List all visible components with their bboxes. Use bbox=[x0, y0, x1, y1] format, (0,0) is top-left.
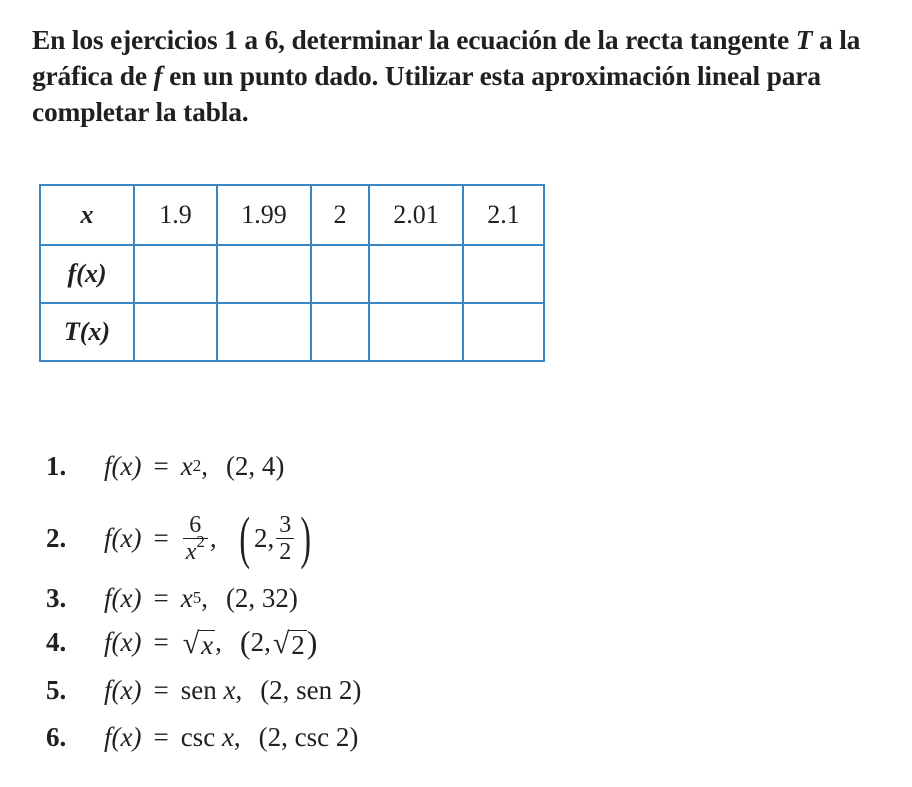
table-header-x: x bbox=[40, 185, 134, 245]
table-cell-empty bbox=[134, 245, 217, 303]
exercise-4: 4. f(x) = √ x , ( 2, √ 2 ) bbox=[46, 623, 318, 660]
radical-sign-icon: √ bbox=[182, 626, 200, 660]
fraction-denominator: 2 bbox=[276, 538, 294, 565]
equals-sign: = bbox=[153, 450, 169, 481]
table-x-value: 2.01 bbox=[369, 185, 463, 245]
table-x-value: 1.99 bbox=[217, 185, 311, 245]
exercise-number: 5. bbox=[46, 674, 67, 705]
instructions-paragraph bbox=[32, 22, 862, 130]
trig-function: sen bbox=[180, 674, 217, 705]
table-row-fx bbox=[40, 245, 544, 303]
trig-argument: x bbox=[223, 674, 236, 705]
radical-sign-icon: √ bbox=[272, 626, 290, 660]
instructions-text-3: en un punto dado. Utilizar esta aproximación lineal para completar la tabla. bbox=[32, 60, 821, 127]
equals-sign: = bbox=[153, 626, 169, 657]
function-lhs: f(x) bbox=[104, 450, 142, 481]
instructions-symbol-f: f bbox=[153, 60, 163, 91]
instructions-symbol-T: T bbox=[795, 24, 813, 55]
right-paren: ) bbox=[300, 505, 312, 570]
equals-sign: = bbox=[153, 522, 169, 553]
fraction-numerator: 3 bbox=[279, 511, 292, 538]
fraction-numerator: 6 bbox=[189, 511, 202, 538]
fraction bbox=[183, 512, 208, 565]
instructions-text-1: En los ejercicios 1 a 6, determinar la ecuación de la recta tangente bbox=[32, 24, 790, 55]
table-cell-empty bbox=[311, 303, 369, 361]
function-lhs: f(x) bbox=[104, 721, 142, 752]
tangent-point: (2, 32) bbox=[225, 582, 298, 613]
approximation-table bbox=[39, 184, 545, 362]
radicand: 2 bbox=[291, 629, 305, 660]
function-lhs: f(x) bbox=[104, 522, 142, 553]
table-header-row bbox=[40, 185, 544, 245]
table-x-value: 2 bbox=[311, 185, 369, 245]
exercise-number: 4. bbox=[46, 626, 67, 657]
table-cell-empty bbox=[217, 245, 311, 303]
function-lhs: f(x) bbox=[104, 626, 142, 657]
table-x-value: 1.9 bbox=[134, 185, 217, 245]
table-x-value: 2.1 bbox=[463, 185, 544, 245]
table-cell-empty bbox=[463, 303, 544, 361]
tangent-point: (2, sen 2) bbox=[260, 674, 362, 705]
exercise-number: 3. bbox=[46, 582, 67, 613]
function-lhs: f(x) bbox=[104, 674, 142, 705]
function-lhs: f(x) bbox=[104, 582, 142, 613]
table-row-label-fx: f(x) bbox=[40, 245, 134, 303]
right-paren: ) bbox=[306, 623, 318, 660]
exercise-6: 6. f(x) = csc x , (2, csc 2) bbox=[46, 721, 359, 752]
exercise-number: 6. bbox=[46, 721, 67, 752]
equals-sign: = bbox=[153, 721, 169, 752]
table-cell-empty bbox=[369, 245, 463, 303]
tangent-point: (2, csc 2) bbox=[258, 721, 359, 752]
equals-sign: = bbox=[153, 674, 169, 705]
table-row-label-tx: T(x) bbox=[40, 303, 134, 361]
table-cell-empty bbox=[217, 303, 311, 361]
left-paren: ( bbox=[238, 505, 250, 570]
exercise-5: 5. f(x) = sen x , (2, sen 2) bbox=[46, 674, 362, 705]
power-base: x bbox=[180, 450, 193, 481]
exercise-3: 3. f(x) = x 5 , (2, 32) bbox=[46, 582, 298, 613]
left-paren: ( bbox=[239, 623, 251, 660]
table-cell-empty bbox=[463, 245, 544, 303]
point-x: 2, bbox=[250, 626, 271, 657]
trig-function: csc bbox=[180, 721, 216, 752]
table-row-tx bbox=[40, 303, 544, 361]
point-fraction bbox=[276, 512, 294, 565]
power-base: x bbox=[180, 582, 193, 613]
table-cell-empty bbox=[134, 303, 217, 361]
trig-argument: x bbox=[221, 721, 234, 752]
instructions-text-2: a la gráfica de bbox=[32, 24, 861, 91]
table-cell-empty bbox=[369, 303, 463, 361]
radicand: x bbox=[201, 629, 214, 660]
exercise-number: 1. bbox=[46, 450, 67, 481]
exercise-number: 2. bbox=[46, 522, 67, 553]
exercise-1: 1. f(x) = x 2 , (2, 4) bbox=[46, 450, 285, 481]
point-x: 2, bbox=[253, 522, 275, 553]
tangent-point: (2, 4) bbox=[225, 450, 285, 481]
square-root bbox=[273, 626, 307, 659]
equals-sign: = bbox=[153, 582, 169, 613]
exercise-2: 2. f(x) = $\frac{6}{x^2}$ , ( 2, $\frac{3}{2}$ ) bbox=[46, 505, 312, 570]
fraction-denominator: $x^2$ bbox=[183, 538, 208, 565]
square-root bbox=[183, 626, 215, 659]
table-cell-empty bbox=[311, 245, 369, 303]
